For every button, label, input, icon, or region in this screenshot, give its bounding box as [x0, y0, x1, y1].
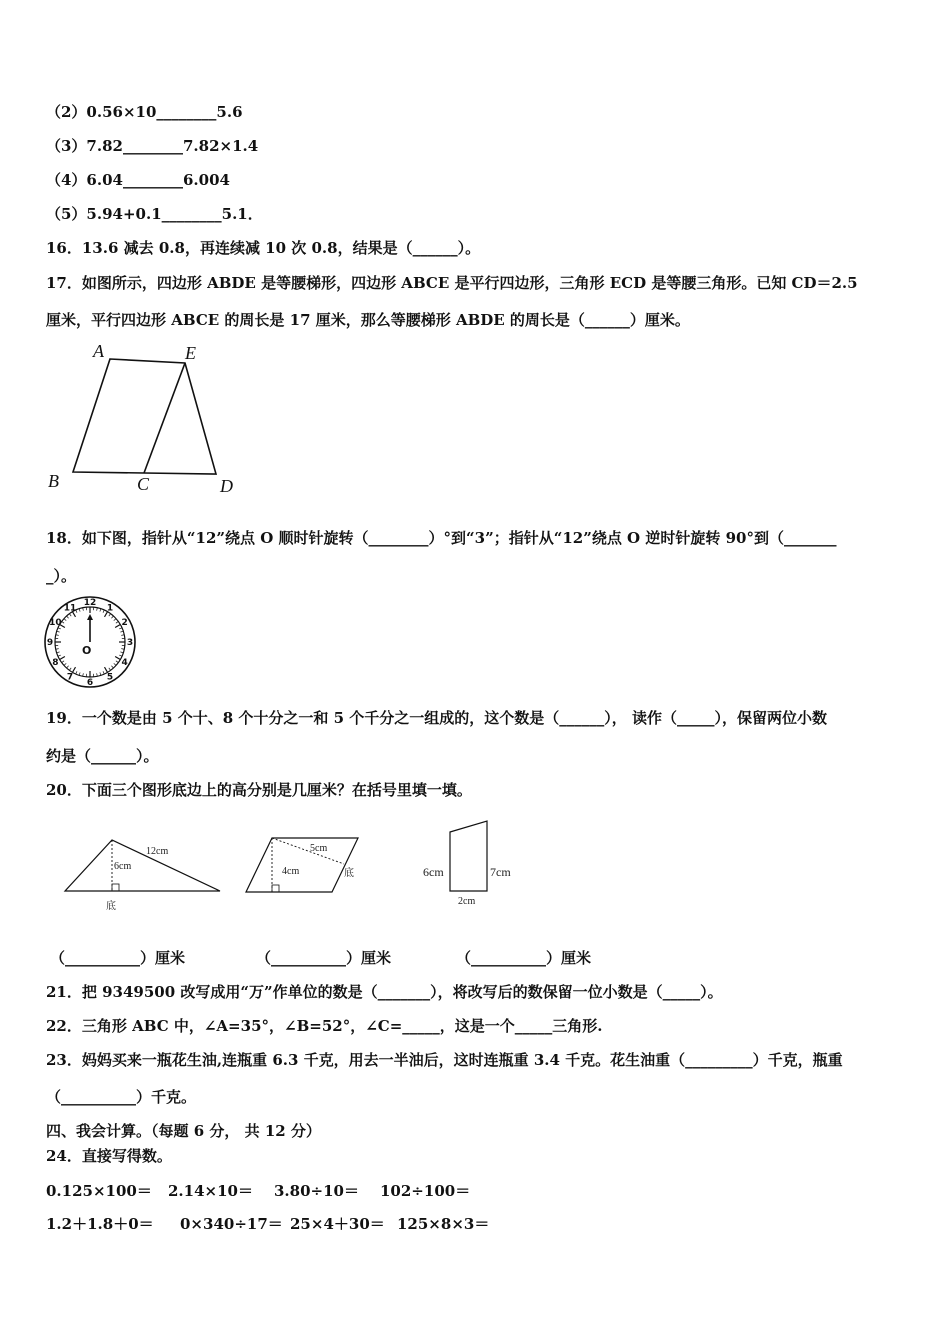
q15-item-5: （5）5.94+0.1________5.1． — [46, 205, 263, 223]
question-23-line1: 23．妈妈买来一瓶花生油,连瓶重 6.3 千克，用去一半油后，这时连瓶重 3.4 千克。花生油重（_________）千克，瓶重 — [46, 1051, 843, 1069]
label-e: E — [185, 343, 196, 363]
clock-number: 5 — [106, 672, 114, 683]
parallelogram-base-label: 底 — [344, 868, 354, 879]
calc-item: 1.2＋1.8＋0＝ — [46, 1215, 154, 1233]
parallelogram-diagram — [244, 834, 374, 904]
clock-number: 12 — [83, 598, 97, 608]
clock-number: 10 — [49, 618, 62, 628]
trapezoid-right-label: 7cm — [490, 865, 511, 879]
trapezoid-outline — [450, 821, 487, 891]
trapezoid-base-label: 2cm — [458, 896, 476, 907]
q20-parallelogram — [244, 834, 374, 904]
right-angle-mark — [112, 884, 119, 891]
question-16: 16．13.6 减去 0.8，再连续减 10 次 0.8，结果是（______）。 — [46, 239, 481, 257]
question-17-line2: 厘米，平行四边形 ABCE 的周长是 17 厘米，那么等腰梯形 ABDE 的周长是（______）厘米。 — [46, 311, 690, 329]
trapezoid-left-label: 6cm — [423, 865, 444, 879]
question-22: 22．三角形 ABC 中，∠A=35°，∠B=52°，∠C=_____，这是一个_____三角形. — [46, 1017, 603, 1035]
q18-clock — [44, 596, 138, 690]
calc-item: 3.80÷10＝ — [274, 1182, 359, 1200]
q20-answer-3: （__________）厘米 — [456, 949, 592, 967]
parallelogram-height-2 — [272, 838, 344, 864]
triangle-height-label: 6cm — [114, 861, 132, 872]
q17-figure — [40, 335, 260, 500]
q15-item-2: （2）0.56×10________5.6 — [46, 103, 243, 121]
clock-center-label: O — [82, 644, 92, 657]
calc-item: 0.125×100＝ — [46, 1182, 152, 1200]
clock-number: 9 — [46, 638, 54, 648]
clock-number: 7 — [66, 672, 74, 683]
calc-item: 102÷100＝ — [380, 1182, 471, 1200]
question-18-line1: 18．如下图，指针从“12”绕点 O 顺时针旋转（________）°到“3”；指针从“12”绕点 O 逆时针旋转 90°到（_______ — [46, 529, 837, 547]
calc-item: 25×4＋30＝ — [290, 1215, 385, 1233]
clock-number: 11 — [63, 603, 77, 614]
parallelogram-side-label: 5cm — [310, 843, 328, 854]
clock-number: 8 — [52, 658, 59, 668]
parallelogram-outline — [246, 838, 358, 892]
label-c: C — [137, 474, 150, 494]
segment-ec — [144, 363, 185, 473]
trapezoid-abde-outline — [73, 359, 216, 474]
q20-answer-1: （__________）厘米 — [50, 949, 186, 967]
question-20: 20．下面三个图形底边上的高分别是几厘米？在括号里填一填。 — [46, 781, 472, 799]
label-a: A — [93, 341, 104, 361]
q15-item-3: （3）7.82________7.82×1.4 — [46, 137, 259, 155]
question-19-line1: 19．一个数是由 5 个十、8 个十分之一和 5 个千分之一组成的，这个数是（______）， 读作（_____），保留两位小数 — [46, 709, 828, 727]
parallelogram-height-label: 4cm — [282, 866, 300, 877]
calc-item: 125×8×3＝ — [397, 1215, 490, 1233]
label-d: D — [220, 476, 233, 496]
clock-number: 3 — [126, 638, 134, 648]
clock-number: 6 — [86, 678, 94, 688]
question-24: 24．直接写得数。 — [46, 1147, 172, 1165]
q20-triangle — [60, 836, 230, 921]
clock-number: 4 — [121, 658, 128, 668]
right-angle-mark — [272, 885, 279, 892]
triangle-base-label: 底 — [106, 901, 116, 912]
question-18-line2: _）。 — [46, 567, 77, 585]
question-21: 21．把 9349500 改写成用“万”作单位的数是（_______），将改写后的数保留一位小数是（_____）。 — [46, 983, 723, 1001]
clock-face — [44, 596, 138, 690]
question-17-line1: 17．如图所示，四边形 ABDE 是等腰梯形，四边形 ABCE 是平行四边形，三角形 ECD 是等腰三角形。已知 CD＝2.5 — [46, 274, 858, 292]
triangle-diagram — [60, 836, 230, 921]
triangle-side-label: 12cm — [146, 846, 169, 857]
question-23-line2: （__________）千克。 — [46, 1088, 197, 1106]
label-b: B — [48, 471, 59, 491]
q15-item-4: （4）6.04________6.004 — [46, 171, 230, 189]
clock-number: 2 — [121, 618, 128, 628]
clock-number: 1 — [106, 603, 114, 614]
q20-answer-2: （__________）厘米 — [256, 949, 392, 967]
trapezoid-right-diagram — [420, 818, 530, 910]
calc-item: 2.14×10＝ — [168, 1182, 253, 1200]
trapezoid-diagram — [40, 335, 260, 500]
section-4-heading: 四、我会计算。（每题 6 分， 共 12 分） — [46, 1122, 321, 1140]
triangle-outline — [65, 840, 220, 891]
q20-trapezoid — [420, 818, 530, 910]
question-19-line2: 约是（______）。 — [46, 747, 159, 765]
calc-item: 0×340÷17＝ — [180, 1215, 283, 1233]
